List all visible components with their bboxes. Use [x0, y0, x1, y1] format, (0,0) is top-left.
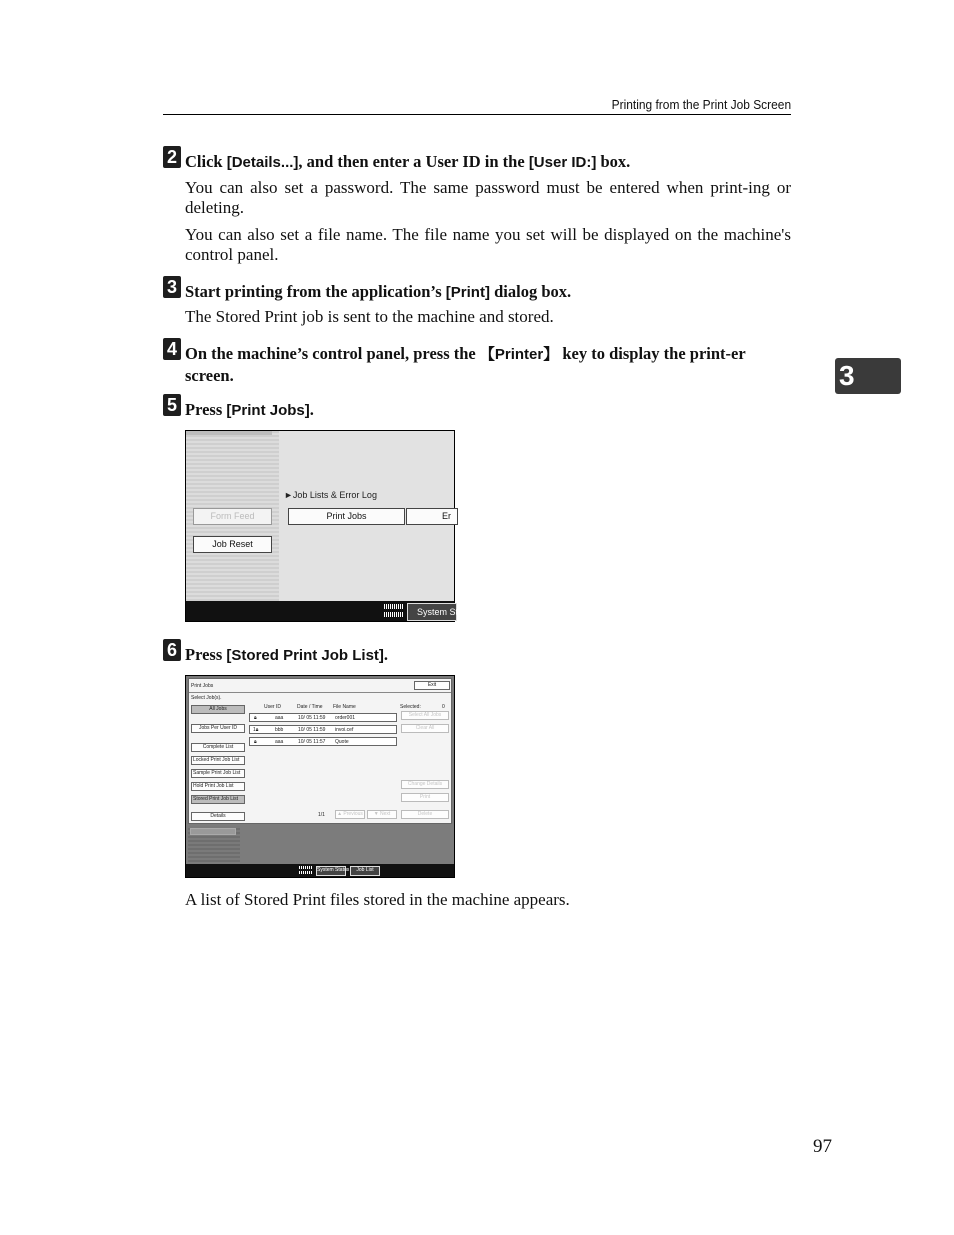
job-file-name: order001: [335, 715, 356, 721]
details-button[interactable]: Details: [191, 812, 245, 821]
connection-icon: [299, 871, 313, 874]
column-header-file-name: File Name: [333, 704, 356, 710]
clear-all-button[interactable]: Clear All: [401, 724, 449, 733]
step-6-result: A list of Stored Print files stored in the machine appears.: [185, 890, 570, 909]
step-3-note: The Stored Print job is sent to the machine and stored.: [185, 307, 554, 326]
step-number-4: 4: [163, 338, 181, 360]
selected-label: Selected:: [400, 704, 421, 710]
next-button[interactable]: ▼ Next: [367, 810, 397, 819]
connection-icon: [299, 866, 313, 869]
running-head: Printing from the Print Job Screen: [611, 97, 791, 112]
divider: [189, 692, 451, 693]
page-indicator: 1/1: [318, 812, 325, 818]
step-4-instruction: On the machine’s control panel, press the 【Printer】 key to display the print-er screen.: [185, 344, 746, 385]
locked-print-job-list-button[interactable]: Locked Print Job List: [191, 756, 245, 765]
step-5-instruction: Press [Print Jobs].: [185, 400, 314, 419]
change-details-button[interactable]: Change Details: [401, 780, 449, 789]
job-row[interactable]: [249, 725, 397, 734]
select-jobs-prompt: Select Job(s).: [191, 695, 222, 701]
stored-print-job-list-button[interactable]: Stored Print Job List: [191, 795, 245, 804]
job-date-time: 10/ 05 11:59: [298, 715, 326, 721]
connection-icon: [384, 604, 404, 609]
job-file-name: Quote: [335, 739, 349, 745]
job-file-name: invoi.cef: [335, 727, 354, 733]
column-header-user-id: User ID: [264, 704, 281, 710]
print-button[interactable]: Print: [401, 793, 449, 802]
job-user-id: aaa: [275, 715, 284, 721]
lock-icon: 1🔒︎: [253, 727, 259, 733]
jobs-per-user-id-button[interactable]: Jobs Per User ID: [191, 724, 245, 733]
step-2-note-password: You can also set a password. The same password must be entered when print-ing or deleting.: [185, 178, 791, 217]
disabled-panel-button: [190, 828, 236, 835]
job-user-id: bbb: [275, 727, 284, 733]
lock-icon: 🔒︎: [254, 739, 257, 745]
step-number-3: 3: [163, 276, 181, 298]
delete-button[interactable]: Delete: [401, 810, 449, 819]
left-pane-header: [186, 431, 272, 435]
screen-title: Print Jobs: [191, 683, 214, 689]
error-log-button[interactable]: Er: [406, 508, 458, 525]
job-lists-section-label: ►Job Lists & Error Log: [284, 490, 377, 500]
sample-print-job-list-button[interactable]: Sample Print Job List: [191, 769, 245, 778]
select-all-jobs-button[interactable]: Select All Jobs: [401, 711, 449, 720]
step-6-instruction: Press [Stored Print Job List].: [185, 645, 389, 664]
job-list-button[interactable]: Job List: [350, 866, 380, 876]
selected-count: 0: [442, 704, 445, 710]
page-number: 97: [813, 1136, 832, 1157]
job-user-id: aaa: [275, 739, 284, 745]
all-jobs-button[interactable]: All Jobs: [191, 705, 245, 714]
previous-button[interactable]: ▲ Previous: [335, 810, 365, 819]
step-number-6: 6: [163, 639, 181, 661]
step-number-5: 5: [163, 394, 181, 416]
form-feed-button[interactable]: Form Feed: [193, 508, 272, 525]
job-date-time: 10/ 05 11:59: [298, 727, 326, 733]
step-number-2: 2: [163, 146, 181, 168]
exit-button[interactable]: Exit: [414, 681, 450, 690]
print-jobs-button[interactable]: Print Jobs: [288, 508, 405, 525]
complete-list-button[interactable]: Complete List: [191, 743, 245, 752]
step-3-instruction: Start printing from the application’s [Print] dialog box.: [185, 282, 572, 301]
header-rule: [163, 114, 791, 115]
hold-print-job-list-button[interactable]: Hold Print Job List: [191, 782, 245, 791]
step-2-note-filename: You can also set a file name. The file name you set will be displayed on the machine's control panel.: [185, 225, 791, 264]
chapter-tab: 3: [835, 358, 901, 394]
connection-icon: [384, 612, 404, 617]
step-2-instruction: Click [Details...], and then enter a User ID in the [User ID:] box.: [185, 152, 631, 171]
job-date-time: 10/ 05 11:57: [298, 739, 326, 745]
printer-screen-screenshot: [185, 430, 466, 622]
lock-icon: 🔒︎: [254, 715, 257, 721]
print-jobs-list-screenshot: [185, 675, 455, 878]
job-row[interactable]: [249, 737, 397, 746]
job-reset-button[interactable]: Job Reset: [193, 536, 272, 553]
system-status-button[interactable]: System Stat: [407, 603, 457, 621]
system-status-button[interactable]: System Status: [316, 866, 346, 876]
job-row[interactable]: [249, 713, 397, 722]
column-header-date-time: Date / Time: [297, 704, 323, 710]
